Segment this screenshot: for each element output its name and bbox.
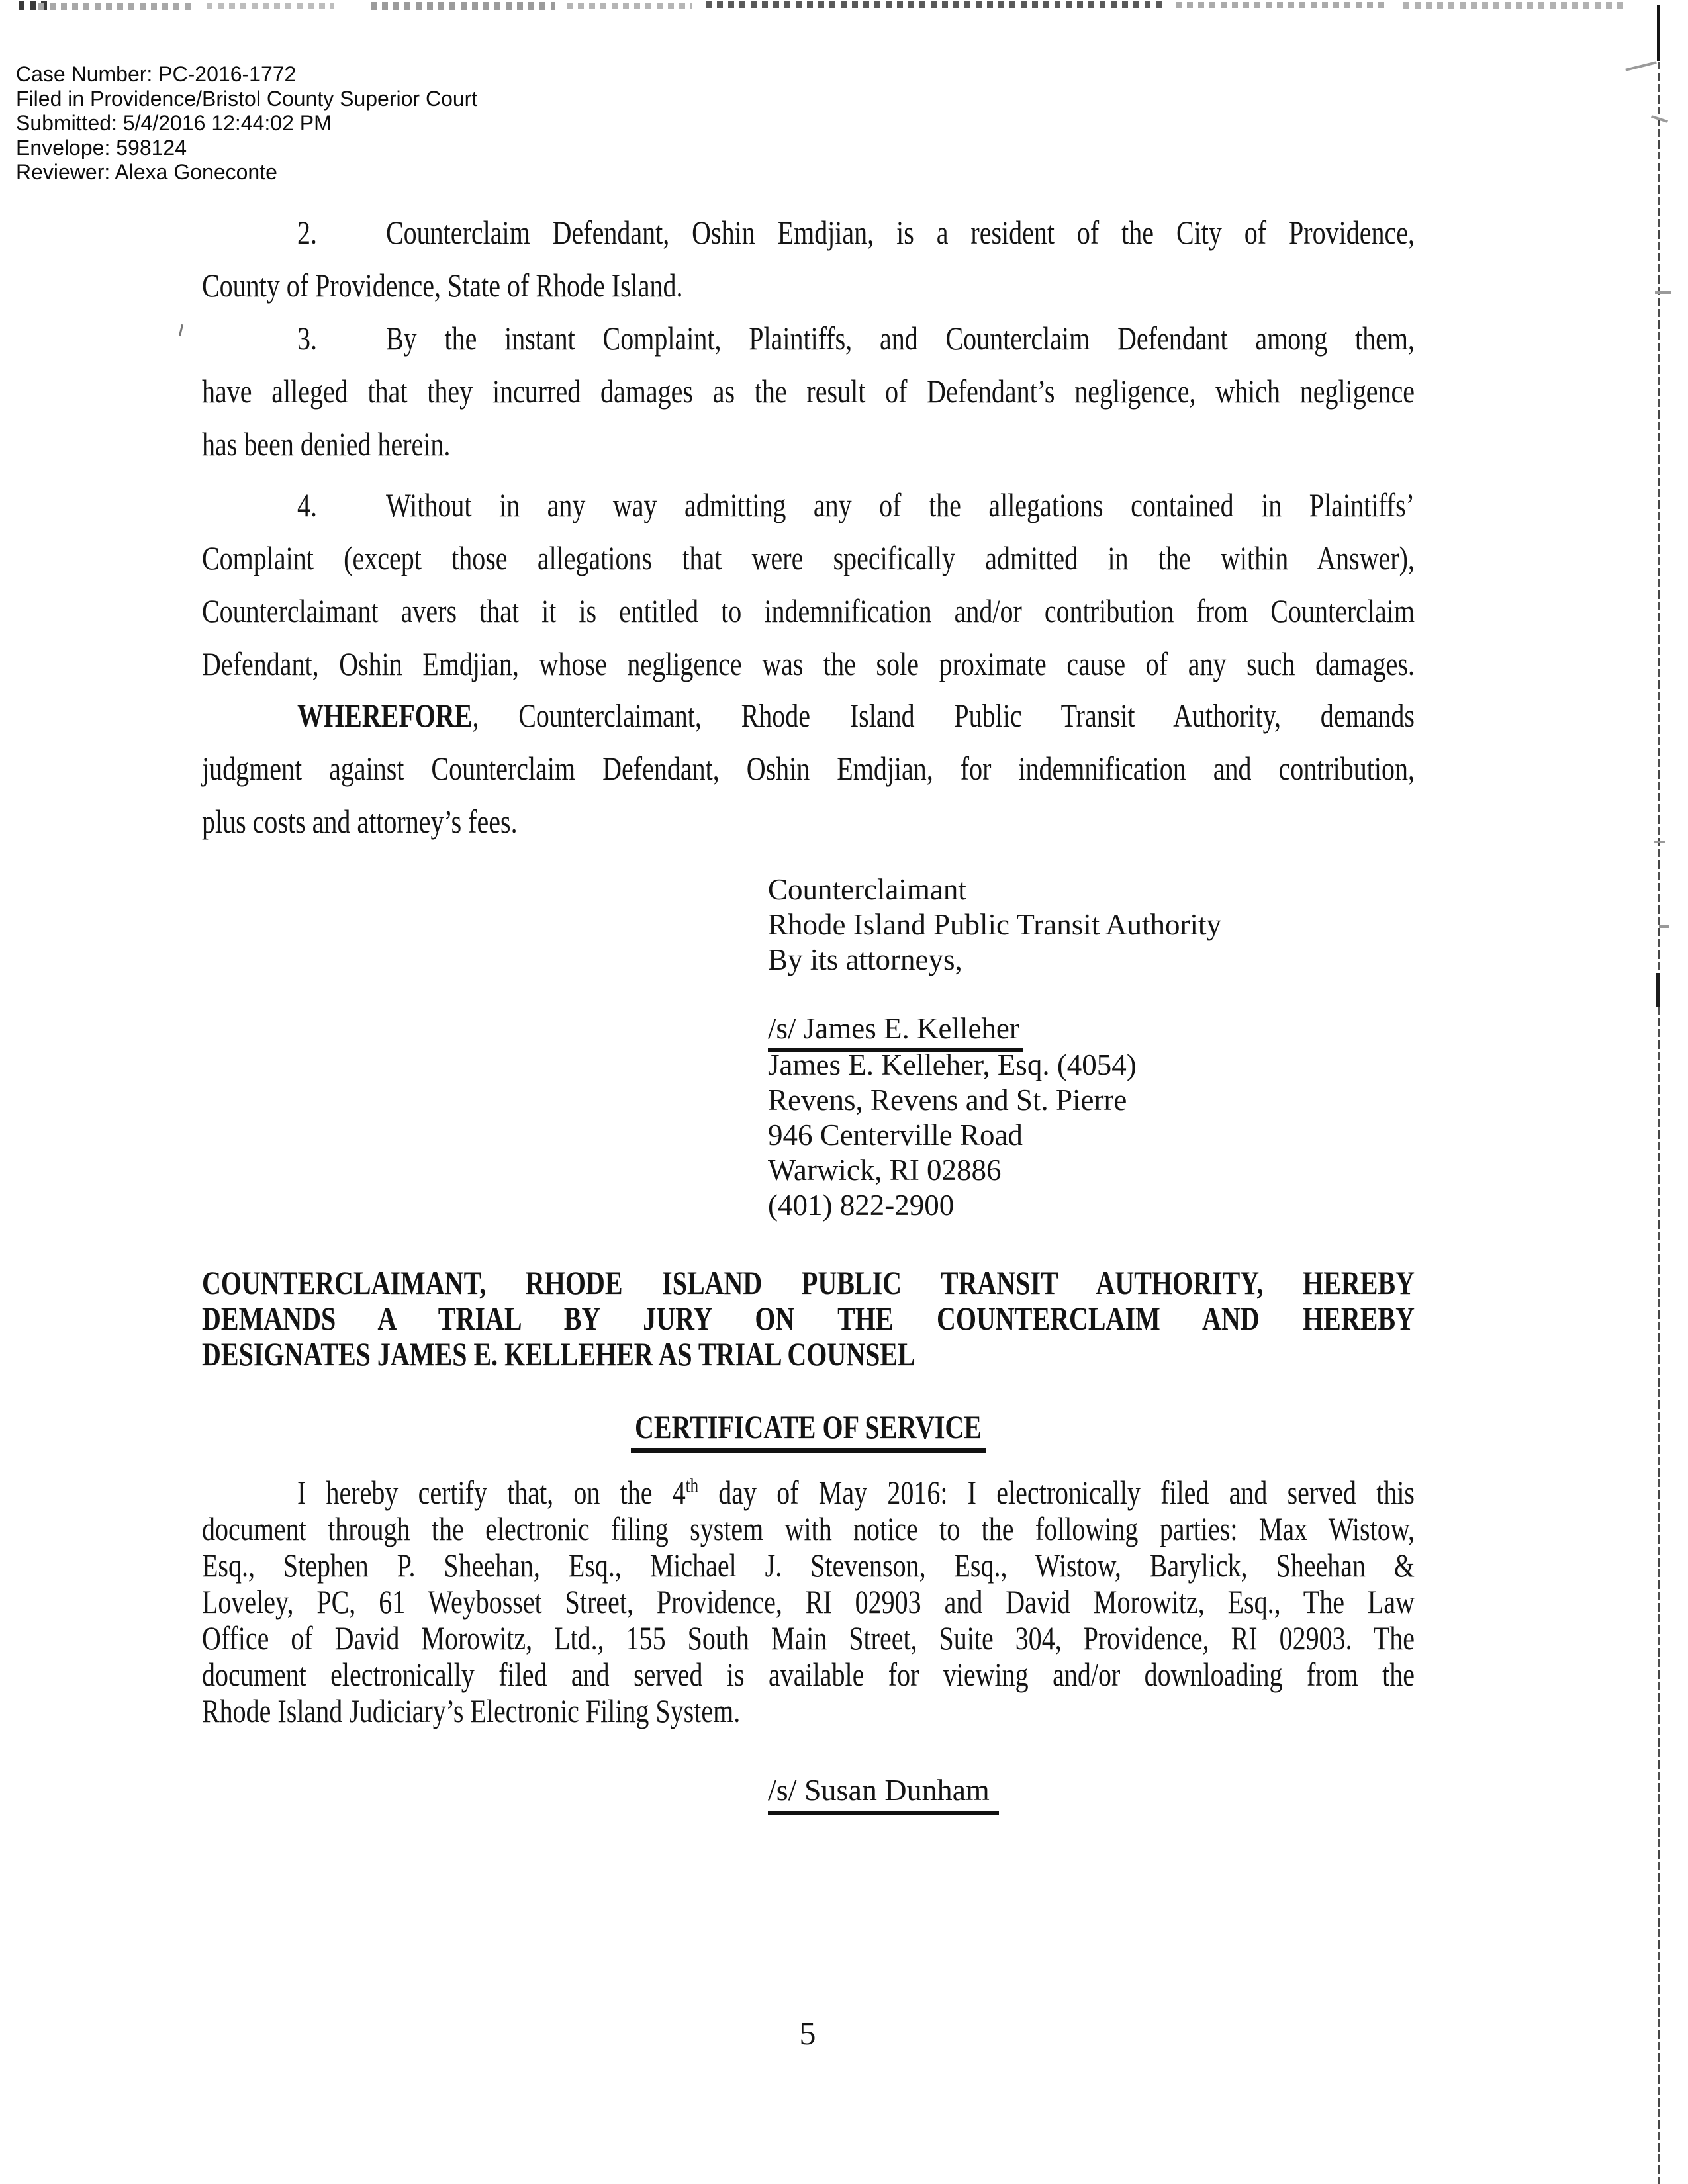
scan-speck — [179, 324, 183, 336]
text-line: Filed in Providence/Bristol County Superior Court — [16, 87, 478, 111]
certificate-first-line — [202, 1475, 1415, 1511]
text-line: has been denied herein. — [202, 426, 451, 463]
paragraph-text: Counterclaim Defendant, Oshin Emdjian, is a resident of the City of Providence, — [386, 214, 1415, 251]
text-line: Case Number: PC-2016-1772 — [16, 62, 297, 86]
efiling-stamp — [16, 62, 477, 185]
text-line: Submitted: 5/4/2016 12:44:02 PM — [16, 111, 332, 135]
text-line: document electronically filed and served is available for viewing and/or downloading from the — [202, 1656, 1415, 1693]
scan-vertical-line-blot — [1656, 973, 1660, 1007]
paragraph-2 — [202, 206, 1415, 312]
certificate-of-service — [202, 1409, 1415, 1729]
attorney-address-block — [768, 1048, 1137, 1223]
paragraph-4 — [202, 478, 1415, 690]
text-line: Complaint (except those allegations that were specifically admitted in the within Answer), — [202, 539, 1415, 576]
text-line: By its attorneys, — [768, 943, 962, 976]
text-line: plus costs and attorney’s fees. — [202, 803, 518, 840]
paragraph-2-lines — [202, 259, 1415, 312]
scan-noise-strip — [38, 3, 191, 10]
paragraph-4-first-line — [202, 478, 1415, 531]
paragraph-4-lines — [202, 531, 1415, 690]
text-line: document through the electronic filing system with notice to the following parties: Max Wistow, — [202, 1510, 1415, 1547]
text-line: Loveley, PC, 61 Weybosset Street, Providence, RI 02903 and David Morowitz, Esq., The Law — [202, 1583, 1415, 1620]
jury-demand-lines — [202, 1265, 1415, 1372]
certificate-heading-row — [202, 1409, 1415, 1453]
paragraph-3 — [202, 312, 1415, 471]
page-number: 5 — [799, 2015, 816, 2052]
text-line: Warwick, RI 02886 — [768, 1154, 1002, 1187]
scan-speck — [1651, 115, 1668, 123]
attorney-esignature: /s/ James E. Kelleher — [768, 1011, 1023, 1052]
scan-speck — [1625, 61, 1657, 71]
text-line: James E. Kelleher, Esq. (4054) — [768, 1048, 1137, 1081]
text-line: Envelope: 598124 — [16, 136, 187, 159]
certificate-lines — [202, 1511, 1415, 1729]
scan-vertical-line-top — [1657, 5, 1660, 61]
text-line: Esq., Stephen P. Sheehan, Esq., Michael J. Stevenson, Esq., Wistow, Barylick, Sheehan & — [202, 1547, 1415, 1584]
text-line: Reviewer: Alexa Goneconte — [16, 160, 277, 184]
paragraph-3-lines — [202, 365, 1415, 471]
paragraph-text: Without in any way admitting any of the allegations contained in Plaintiffs’ — [386, 486, 1415, 523]
paragraph-text: By the instant Complaint, Plaintiffs, and Counterclaim Defendant among them, — [386, 320, 1415, 357]
text-line: Rhode Island Judiciary’s Electronic Filing System. — [202, 1692, 741, 1729]
text-line: Defendant, Oshin Emdjian, whose negligence was the sole proximate cause of any such damages. — [202, 645, 1415, 682]
text-line: County of Providence, State of Rhode Island. — [202, 267, 683, 304]
text-line: Counterclaimant avers that it is entitled to indemnification and/or contribution from Counterclaim — [202, 592, 1415, 629]
certificate-heading: CERTIFICATE OF SERVICE — [631, 1409, 986, 1453]
certificate-esignature: /s/ Susan Dunham — [768, 1772, 999, 1815]
signature-presented-for — [768, 872, 1221, 978]
scan-speck — [1654, 841, 1665, 843]
paragraph-number: 4. — [297, 486, 317, 523]
scan-noise-strip — [706, 1, 1162, 8]
text-line: COUNTERCLAIMANT, RHODE ISLAND PUBLIC TRANSIT AUTHORITY, HEREBY — [202, 1264, 1415, 1301]
text-line: Counterclaimant — [768, 873, 966, 906]
scan-noise-strip — [1176, 2, 1389, 8]
certificate-esignature-line — [768, 1772, 999, 1815]
scan-speck — [1655, 291, 1671, 294]
scan-speck — [1659, 925, 1669, 928]
text-line: Revens, Revens and St. Pierre — [768, 1083, 1127, 1116]
ordinal-superscript: th — [685, 1473, 699, 1497]
paragraph-number: 2. — [297, 214, 317, 251]
paragraph-2-first-line — [202, 206, 1415, 259]
scan-noise-strip — [207, 3, 334, 9]
wherefore-first-line — [202, 689, 1415, 742]
jury-demand — [202, 1265, 1415, 1372]
scan-vertical-line — [1658, 5, 1660, 2184]
text-line: judgment against Counterclaim Defendant, Oshin Emdjian, for indemnification and contribution, — [202, 750, 1415, 787]
text-line: 946 Centerville Road — [768, 1118, 1023, 1152]
wherefore-paragraph — [202, 689, 1415, 848]
scan-noise-strip — [371, 2, 555, 10]
text-line: have alleged that they incurred damages as the result of Defendant’s negligence, which negligence — [202, 373, 1415, 410]
scan-noise-strip — [1403, 2, 1628, 9]
attorney-esignature-line — [768, 1011, 1023, 1052]
paragraph-3-first-line — [202, 312, 1415, 365]
certificate-text: I hereby certify that, on the 4 — [297, 1474, 686, 1511]
paragraph-number: 3. — [297, 320, 317, 357]
certificate-text: day of May 2016: I electronically filed and served this — [698, 1474, 1415, 1511]
text-line: DESIGNATES JAMES E. KELLEHER AS TRIAL COUNSEL — [202, 1336, 915, 1373]
text-line: Office of David Morowitz, Ltd., 155 South Main Street, Suite 304, Providence, RI 02903. The — [202, 1619, 1415, 1657]
text-line: Rhode Island Public Transit Authority — [768, 908, 1222, 941]
wherefore-text: , Counterclaimant, Rhode Island Public Transit Authority, demands — [472, 697, 1415, 734]
wherefore-lines — [202, 742, 1415, 848]
wherefore-lead: WHEREFORE — [297, 697, 473, 734]
text-line: DEMANDS A TRIAL BY JURY ON THE COUNTERCLAIM AND HEREBY — [202, 1300, 1415, 1337]
scan-noise-strip — [567, 3, 692, 9]
text-line: (401) 822-2900 — [768, 1189, 955, 1222]
